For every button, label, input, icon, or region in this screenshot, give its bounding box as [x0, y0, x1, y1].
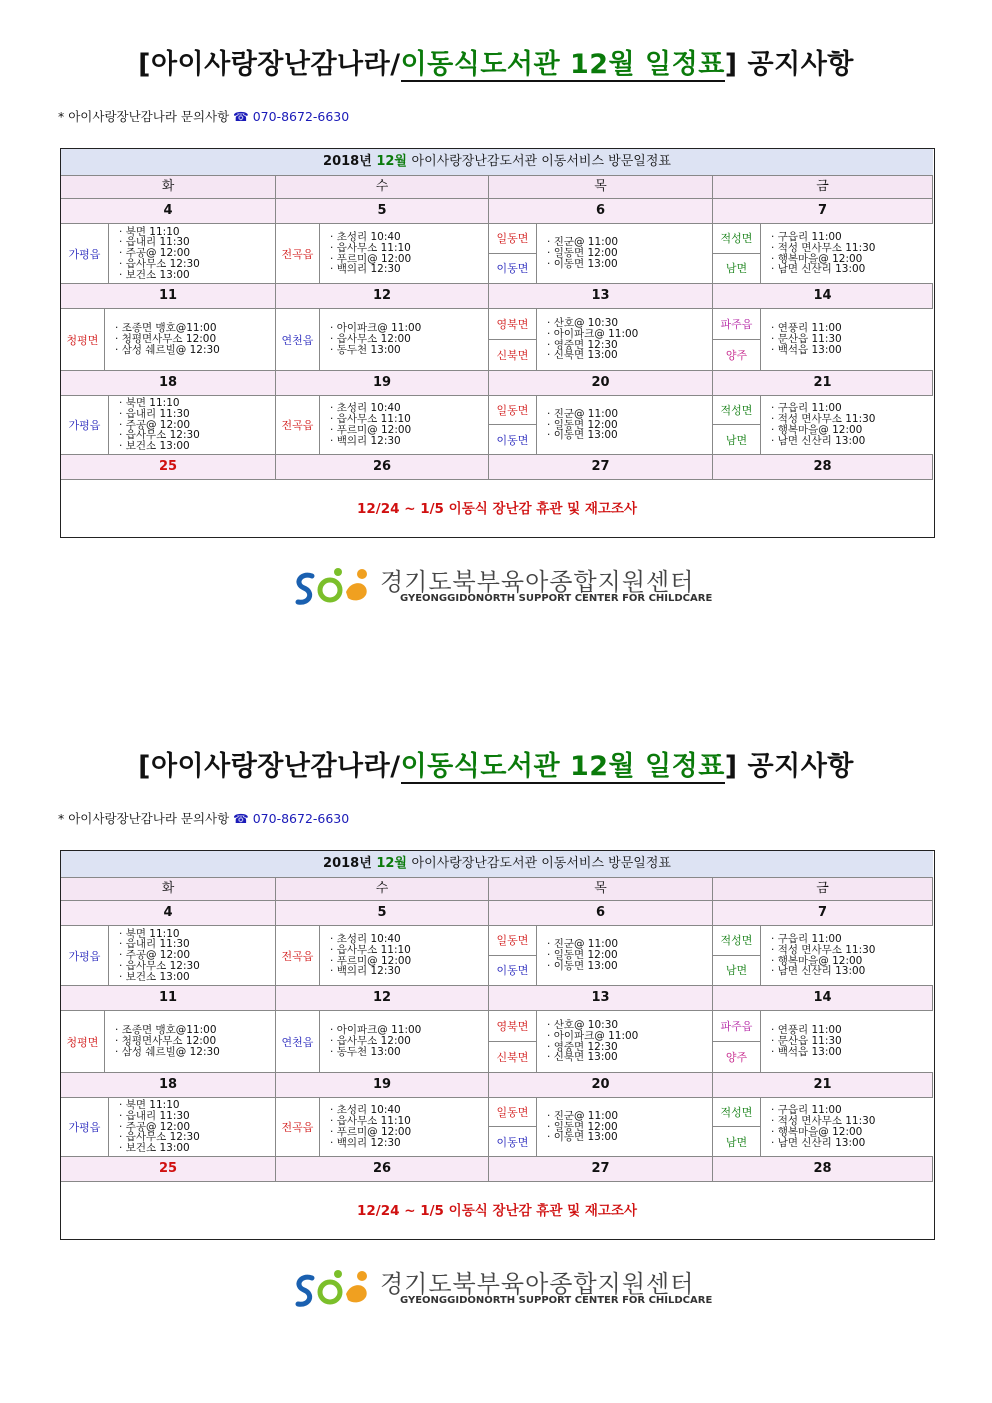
weekday-cell: 금 — [713, 878, 933, 900]
stop-item: · 읍사무소 11:10 — [330, 414, 489, 425]
stop-item: · 구읍리 11:00 — [771, 1105, 933, 1116]
stop-list — [109, 396, 276, 454]
stop-item: · 영중면 12:30 — [547, 1042, 713, 1053]
date-cell: 7 — [713, 901, 933, 925]
stop-item: · 보건소 13:00 — [119, 441, 276, 452]
area-label: 영북면 — [489, 309, 537, 340]
stop-item: · 청평면사무소 12:00 — [115, 334, 276, 345]
stop-item: · 푸르미@ 12:00 — [330, 1127, 489, 1138]
stop-item: · 적성 면사무소 11:30 — [771, 414, 933, 425]
stop-item: · 산호@ 10:30 — [547, 1020, 713, 1031]
stop-item: · 청평면사무소 12:00 — [115, 1036, 276, 1047]
stop-item: · 진군@ 11:00 — [547, 1111, 713, 1122]
stop-item: · 백석읍 13:00 — [771, 345, 933, 356]
header-year: 2018년 — [323, 856, 372, 871]
stop-item: · 남면 신산리 13:00 — [771, 264, 933, 275]
area-label: 가평읍 — [61, 224, 109, 283]
weekday-cell: 화 — [61, 176, 276, 198]
title-rest: 공지사항 — [737, 49, 854, 80]
stop-item: · 산호@ 10:30 — [547, 318, 713, 329]
area-label: 이동면 — [489, 1127, 537, 1156]
area-label: 파주읍 — [713, 1011, 761, 1042]
stop-item: · 조종면 맹호@11:00 — [115, 1025, 276, 1036]
date-cell: 12 — [276, 284, 489, 308]
stop-list — [761, 1098, 933, 1156]
stop-item: · 읍사무소 12:30 — [119, 430, 276, 441]
tue-cell — [61, 1011, 276, 1072]
area-label: 가평읍 — [61, 926, 109, 985]
weekday-row — [61, 878, 933, 901]
title-close: ] — [724, 49, 738, 80]
stop-item: · 구읍리 11:00 — [771, 232, 933, 243]
stop-item: · 동두천 13:00 — [330, 345, 489, 356]
area-label: 전곡읍 — [276, 396, 320, 454]
date-cell: 11 — [61, 284, 276, 308]
stop-item: · 읍내리 11:30 — [119, 1111, 276, 1122]
date-cell: 4 — [61, 199, 276, 223]
date-cell: 21 — [713, 1073, 933, 1097]
stop-list — [537, 926, 713, 985]
stop-list — [537, 224, 713, 283]
tue-cell — [61, 1098, 276, 1156]
stop-item: · 읍사무소 12:30 — [119, 961, 276, 972]
schedule-row — [61, 396, 933, 455]
stop-item: · 보건소 13:00 — [119, 1143, 276, 1154]
stop-item: · 푸르미@ 12:00 — [330, 254, 489, 265]
stop-item: · 남면 신산리 13:00 — [771, 966, 933, 977]
stop-item: · 읍사무소 11:10 — [330, 243, 489, 254]
stop-item: · 진군@ 11:00 — [547, 409, 713, 420]
date-row — [61, 986, 933, 1011]
weekday-cell: 수 — [276, 176, 489, 198]
stop-list — [537, 309, 713, 370]
thu-cell — [489, 396, 713, 454]
date-cell: 11 — [61, 986, 276, 1010]
stop-item: · 읍사무소 12:30 — [119, 259, 276, 270]
date-row — [61, 1073, 933, 1098]
schedule-row — [61, 926, 933, 986]
contact-label: * 아이사랑장난감나라 문의사항 — [58, 811, 230, 826]
stop-item: · 백의리 12:30 — [330, 966, 489, 977]
center-logo-icon — [290, 562, 376, 610]
fri-cell — [713, 224, 933, 283]
notice — [0, 0, 992, 700]
date-row — [61, 284, 933, 309]
stop-list — [109, 224, 276, 283]
header-year: 2018년 — [323, 154, 372, 169]
stop-list — [537, 1011, 713, 1072]
schedule-table — [60, 148, 935, 538]
wed-cell — [276, 224, 489, 283]
stop-item: · 북면 11:10 — [119, 929, 276, 940]
stop-item: · 행복마을@ 12:00 — [771, 956, 933, 967]
header-month: 12월 — [376, 154, 407, 169]
closure-notice: 12/24 ~ 1/5 이동식 장난감 휴관 및 재고조사 — [357, 501, 637, 517]
stop-item: · 읍사무소 12:30 — [119, 1132, 276, 1143]
wed-cell — [276, 926, 489, 985]
stop-item: · 문산읍 11:30 — [771, 334, 933, 345]
stop-item: · 일동면 12:00 — [547, 420, 713, 431]
area-label: 이동면 — [489, 254, 537, 284]
stop-item: · 동두천 13:00 — [330, 1047, 489, 1058]
area-label: 적성면 — [713, 1098, 761, 1127]
date-row — [61, 455, 933, 480]
title-open: [아이사랑장난감나라/ — [138, 49, 401, 80]
logo-korean: 경기도북부육아종합지원센터 — [380, 568, 695, 596]
date-cell: 6 — [489, 901, 713, 925]
tue-cell — [61, 224, 276, 283]
weekday-cell: 금 — [713, 176, 933, 198]
stop-item: · 적성 면사무소 11:30 — [771, 243, 933, 254]
date-cell: 14 — [713, 986, 933, 1010]
stop-item: · 백의리 12:30 — [330, 1138, 489, 1149]
closure-notice: 12/24 ~ 1/5 이동식 장난감 휴관 및 재고조사 — [357, 1203, 637, 1219]
stop-list — [761, 224, 933, 283]
wed-cell — [276, 396, 489, 454]
date-cell: 7 — [713, 199, 933, 223]
contact-line — [58, 107, 349, 125]
stop-item: · 읍사무소 11:10 — [330, 1116, 489, 1127]
area-label: 청평면 — [61, 309, 105, 370]
area-label: 양주 — [713, 1042, 761, 1073]
area-label: 신북면 — [489, 1042, 537, 1073]
stop-item: · 행복마을@ 12:00 — [771, 1127, 933, 1138]
phone-number: ☎ 070-8672-6630 — [233, 811, 350, 826]
date-cell: 12 — [276, 986, 489, 1010]
stop-item: · 행복마을@ 12:00 — [771, 254, 933, 265]
date-cell: 25 — [61, 1157, 276, 1181]
stop-item: · 진군@ 11:00 — [547, 237, 713, 248]
date-cell: 26 — [276, 1157, 489, 1181]
title-close: ] — [724, 751, 738, 782]
stop-item: · 읍내리 11:30 — [119, 237, 276, 248]
stop-item: · 읍내리 11:30 — [119, 409, 276, 420]
stop-item: · 아이파크@ 11:00 — [547, 329, 713, 340]
date-row — [61, 901, 933, 926]
stop-item: · 초성리 10:40 — [330, 1105, 489, 1116]
area-label: 일동면 — [489, 224, 537, 254]
stop-item: · 구읍리 11:00 — [771, 934, 933, 945]
stop-item: · 일동면 12:00 — [547, 950, 713, 961]
weekday-cell: 목 — [489, 878, 713, 900]
date-cell: 5 — [276, 199, 489, 223]
logo-english: GYEONGGIDONORTH SUPPORT CENTER FOR CHILDCARE — [400, 1295, 713, 1306]
logo-english: GYEONGGIDONORTH SUPPORT CENTER FOR CHILDCARE — [400, 593, 713, 604]
area-label: 양주 — [713, 340, 761, 371]
area-label: 남면 — [713, 254, 761, 284]
wed-cell — [276, 309, 489, 370]
header-rest: 아이사랑장난감도서관 이동서비스 방문일정표 — [411, 856, 671, 871]
stop-item: · 일동면 12:00 — [547, 248, 713, 259]
date-cell: 27 — [489, 455, 713, 479]
stop-item: · 보건소 13:00 — [119, 972, 276, 983]
tue-cell — [61, 926, 276, 985]
fri-cell — [713, 309, 933, 370]
stop-item: · 북면 11:10 — [119, 398, 276, 409]
weekday-cell: 목 — [489, 176, 713, 198]
stop-item: · 구읍리 11:00 — [771, 403, 933, 414]
date-cell: 21 — [713, 371, 933, 395]
stop-item: · 아이파크@ 11:00 — [330, 323, 489, 334]
date-cell: 19 — [276, 371, 489, 395]
area-label: 일동면 — [489, 396, 537, 425]
header-month: 12월 — [376, 856, 407, 871]
stop-list — [761, 926, 933, 985]
stop-item: · 초성리 10:40 — [330, 403, 489, 414]
title-highlight: 이동식도서관 12월 일정표 — [400, 49, 725, 80]
area-label: 적성면 — [713, 396, 761, 425]
title-rest: 공지사항 — [737, 751, 854, 782]
area-label: 연천읍 — [276, 309, 320, 370]
contact-line — [58, 809, 349, 827]
date-cell: 20 — [489, 371, 713, 395]
stop-item: · 이동면 13:00 — [547, 430, 713, 441]
tue-cell — [61, 396, 276, 454]
date-row — [61, 1157, 933, 1182]
stop-item: · 푸르미@ 12:00 — [330, 425, 489, 436]
contact-label: * 아이사랑장난감나라 문의사항 — [58, 109, 230, 124]
date-cell: 18 — [61, 371, 276, 395]
center-logo — [290, 562, 720, 610]
stop-list — [320, 396, 489, 454]
stop-item: · 이동면 13:00 — [547, 1132, 713, 1143]
area-label: 남면 — [713, 425, 761, 454]
stop-item: · 이동면 13:00 — [547, 961, 713, 972]
stop-item: · 이동면 13:00 — [547, 259, 713, 270]
date-cell: 4 — [61, 901, 276, 925]
stop-item: · 주공@ 12:00 — [119, 1122, 276, 1133]
stop-list — [105, 1011, 276, 1072]
stop-item: · 주공@ 12:00 — [119, 950, 276, 961]
title-highlight: 이동식도서관 12월 일정표 — [400, 751, 725, 782]
date-cell: 27 — [489, 1157, 713, 1181]
thu-cell — [489, 1011, 713, 1072]
date-cell: 18 — [61, 1073, 276, 1097]
date-cell: 19 — [276, 1073, 489, 1097]
stop-item: · 삼성 쉐르빌@ 12:30 — [115, 345, 276, 356]
stop-item: · 백의리 12:30 — [330, 264, 489, 275]
area-label: 청평면 — [61, 1011, 105, 1072]
date-cell: 6 — [489, 199, 713, 223]
stop-list — [320, 1098, 489, 1156]
stop-item: · 신북면 13:00 — [547, 350, 713, 361]
area-label: 전곡읍 — [276, 1098, 320, 1156]
phone-number: ☎ 070-8672-6630 — [233, 109, 350, 124]
stop-item: · 문산읍 11:30 — [771, 1036, 933, 1047]
stop-item: · 푸르미@ 12:00 — [330, 956, 489, 967]
date-row — [61, 199, 933, 224]
stop-item: · 읍사무소 12:00 — [330, 334, 489, 345]
area-label: 일동면 — [489, 1098, 537, 1127]
stop-list — [537, 396, 713, 454]
stop-item: · 북면 11:10 — [119, 1100, 276, 1111]
schedule-row — [61, 309, 933, 371]
wed-cell — [276, 1098, 489, 1156]
stop-item: · 행복마을@ 12:00 — [771, 425, 933, 436]
thu-cell — [489, 309, 713, 370]
wed-cell — [276, 1011, 489, 1072]
center-logo-icon — [290, 1264, 376, 1312]
area-label: 전곡읍 — [276, 224, 320, 283]
stop-item: · 일동면 12:00 — [547, 1122, 713, 1133]
notice — [0, 702, 992, 1402]
schedule-table — [60, 850, 935, 1240]
stop-list — [761, 309, 933, 370]
area-label: 적성면 — [713, 224, 761, 254]
stop-list — [105, 309, 276, 370]
stop-item: · 아이파크@ 11:00 — [547, 1031, 713, 1042]
area-label: 가평읍 — [61, 1098, 109, 1156]
stop-item: · 적성 면사무소 11:30 — [771, 945, 933, 956]
date-cell: 13 — [489, 284, 713, 308]
stop-item: · 연풍리 11:00 — [771, 323, 933, 334]
stop-item: · 읍사무소 12:00 — [330, 1036, 489, 1047]
stop-item: · 남면 신산리 13:00 — [771, 436, 933, 447]
date-cell: 25 — [61, 455, 276, 479]
stop-list — [320, 309, 489, 370]
stop-item: · 주공@ 12:00 — [119, 248, 276, 259]
page-title — [0, 42, 992, 81]
date-cell: 26 — [276, 455, 489, 479]
stop-item: · 백석읍 13:00 — [771, 1047, 933, 1058]
date-cell: 13 — [489, 986, 713, 1010]
page-title — [0, 744, 992, 783]
date-cell: 5 — [276, 901, 489, 925]
area-label: 연천읍 — [276, 1011, 320, 1072]
area-label: 남면 — [713, 956, 761, 986]
weekday-row — [61, 176, 933, 199]
fri-cell — [713, 396, 933, 454]
area-label: 영북면 — [489, 1011, 537, 1042]
weekday-cell: 수 — [276, 878, 489, 900]
stop-item: · 남면 신산리 13:00 — [771, 1138, 933, 1149]
tue-cell — [61, 309, 276, 370]
stop-item: · 영중면 12:30 — [547, 340, 713, 351]
area-label: 신북면 — [489, 340, 537, 371]
stop-list — [320, 1011, 489, 1072]
thu-cell — [489, 1098, 713, 1156]
stop-item: · 읍사무소 11:10 — [330, 945, 489, 956]
area-label: 적성면 — [713, 926, 761, 956]
weekday-cell: 화 — [61, 878, 276, 900]
stop-list — [320, 224, 489, 283]
stop-list — [109, 1098, 276, 1156]
center-logo — [290, 1264, 720, 1312]
stop-item: · 연풍리 11:00 — [771, 1025, 933, 1036]
stop-item: · 백의리 12:30 — [330, 436, 489, 447]
title-open: [아이사랑장난감나라/ — [138, 751, 401, 782]
schedule-row — [61, 224, 933, 284]
fri-cell — [713, 926, 933, 985]
stop-list — [537, 1098, 713, 1156]
fri-cell — [713, 1011, 933, 1072]
date-row — [61, 371, 933, 396]
stop-item: · 읍내리 11:30 — [119, 939, 276, 950]
stop-item: · 초성리 10:40 — [330, 934, 489, 945]
area-label: 전곡읍 — [276, 926, 320, 985]
schedule-row — [61, 1098, 933, 1157]
date-cell: 14 — [713, 284, 933, 308]
stop-item: · 아이파크@ 11:00 — [330, 1025, 489, 1036]
stop-list — [761, 396, 933, 454]
date-cell: 20 — [489, 1073, 713, 1097]
stop-item: · 조종면 맹호@11:00 — [115, 323, 276, 334]
area-label: 파주읍 — [713, 309, 761, 340]
thu-cell — [489, 926, 713, 985]
schedule-row — [61, 1011, 933, 1073]
date-cell: 28 — [713, 455, 933, 479]
area-label: 남면 — [713, 1127, 761, 1156]
area-label: 이동면 — [489, 425, 537, 454]
stop-item: · 삼성 쉐르빌@ 12:30 — [115, 1047, 276, 1058]
stop-list — [761, 1011, 933, 1072]
table-header — [61, 149, 933, 176]
stop-item: · 보건소 13:00 — [119, 270, 276, 281]
table-header — [61, 851, 933, 878]
stop-item: · 진군@ 11:00 — [547, 939, 713, 950]
header-rest: 아이사랑장난감도서관 이동서비스 방문일정표 — [411, 154, 671, 169]
stop-list — [320, 926, 489, 985]
stop-item: · 적성 면사무소 11:30 — [771, 1116, 933, 1127]
stop-item: · 주공@ 12:00 — [119, 420, 276, 431]
area-label: 이동면 — [489, 956, 537, 986]
stop-item: · 북면 11:10 — [119, 227, 276, 238]
logo-korean: 경기도북부육아종합지원센터 — [380, 1270, 695, 1298]
stop-item: · 신북면 13:00 — [547, 1052, 713, 1063]
thu-cell — [489, 224, 713, 283]
area-label: 일동면 — [489, 926, 537, 956]
fri-cell — [713, 1098, 933, 1156]
date-cell: 28 — [713, 1157, 933, 1181]
area-label: 가평읍 — [61, 396, 109, 454]
stop-item: · 초성리 10:40 — [330, 232, 489, 243]
stop-list — [109, 926, 276, 985]
